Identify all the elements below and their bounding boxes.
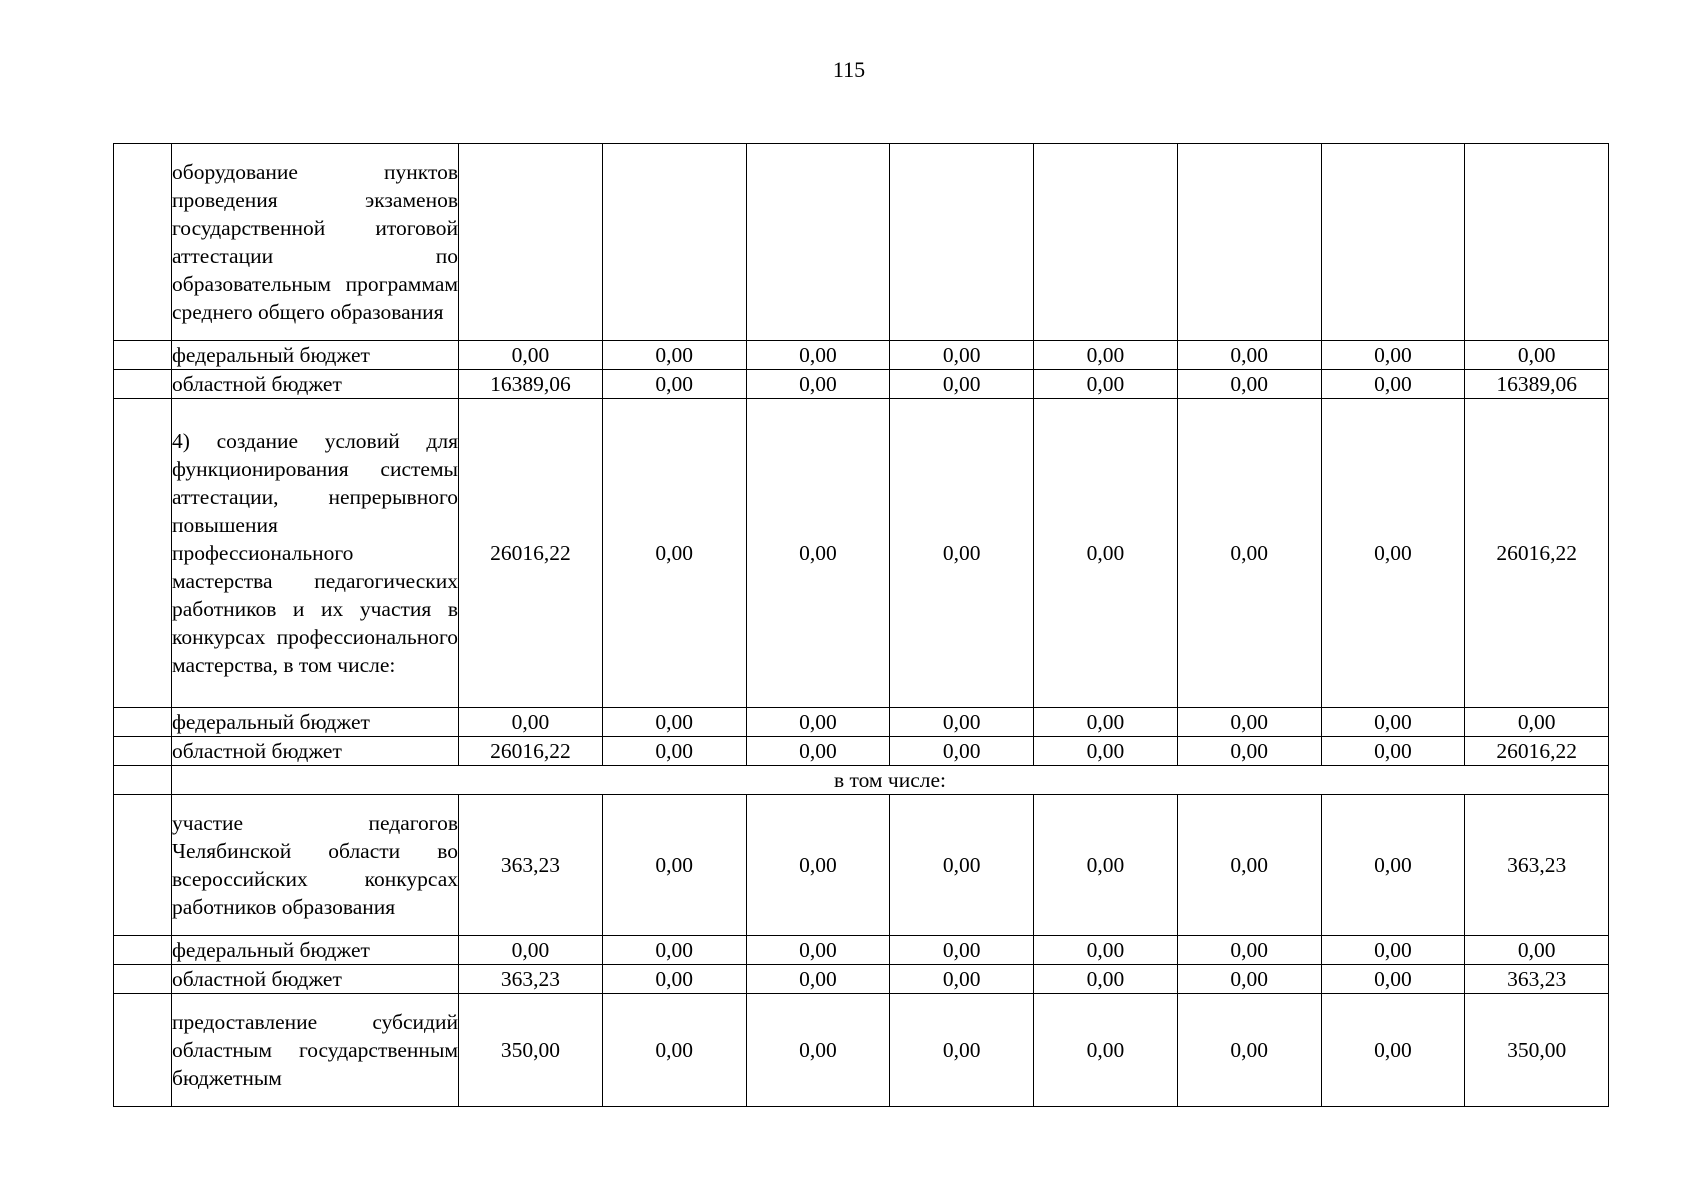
- value-cell: 363,23: [1465, 795, 1609, 936]
- value-cell: 0,00: [1321, 965, 1465, 994]
- value-cell: 0,00: [1465, 708, 1609, 737]
- value-cell: 0,00: [746, 936, 890, 965]
- value-cell: [1321, 144, 1465, 341]
- value-cell: 0,00: [602, 370, 746, 399]
- value-cell: 0,00: [1177, 965, 1321, 994]
- value-cell: 26016,22: [459, 399, 603, 708]
- item-name-cell: оборудование пунктов проведения экзаменов государственной итоговой аттестации по образовательным программам среднего общего образования: [172, 144, 459, 341]
- value-cell: 0,00: [890, 399, 1034, 708]
- value-cell: 0,00: [1034, 399, 1178, 708]
- row-number-cell: [114, 994, 172, 1107]
- value-cell: [1034, 144, 1178, 341]
- value-cell: 16389,06: [459, 370, 603, 399]
- value-cell: 0,00: [602, 795, 746, 936]
- value-cell: 0,00: [1034, 965, 1178, 994]
- value-cell: 0,00: [1034, 370, 1178, 399]
- item-name-cell: предоставление субсидий областным государственным бюджетным: [172, 994, 459, 1107]
- table-row: [114, 737, 1609, 766]
- value-cell: 0,00: [1321, 737, 1465, 766]
- table-row: [114, 708, 1609, 737]
- value-cell: 0,00: [1321, 708, 1465, 737]
- value-cell: [890, 144, 1034, 341]
- budget-source-cell: федеральный бюджет: [172, 341, 459, 370]
- value-cell: 0,00: [890, 965, 1034, 994]
- value-cell: 0,00: [746, 370, 890, 399]
- value-cell: 0,00: [602, 965, 746, 994]
- value-cell: 0,00: [1321, 936, 1465, 965]
- value-cell: 0,00: [1465, 936, 1609, 965]
- value-cell: 0,00: [1177, 399, 1321, 708]
- budget-source-cell: федеральный бюджет: [172, 708, 459, 737]
- value-cell: 363,23: [459, 965, 603, 994]
- value-cell: 16389,06: [1465, 370, 1609, 399]
- value-cell: 0,00: [602, 737, 746, 766]
- value-cell: 0,00: [1034, 994, 1178, 1107]
- row-number-cell: [114, 144, 172, 341]
- value-cell: 0,00: [602, 994, 746, 1107]
- table-row: [114, 341, 1609, 370]
- budget-table: [113, 143, 1609, 1107]
- value-cell: 0,00: [1177, 370, 1321, 399]
- value-cell: 0,00: [1177, 341, 1321, 370]
- value-cell: 0,00: [746, 994, 890, 1107]
- row-number-cell: [114, 737, 172, 766]
- value-cell: 0,00: [1034, 936, 1178, 965]
- value-cell: 0,00: [1321, 370, 1465, 399]
- value-cell: 0,00: [890, 370, 1034, 399]
- item-name-cell: участие педагогов Челябинской области во всероссийских конкурсах работников образования: [172, 795, 459, 936]
- value-cell: 0,00: [1177, 737, 1321, 766]
- table-row: [114, 144, 1609, 341]
- value-cell: 363,23: [1465, 965, 1609, 994]
- value-cell: 0,00: [459, 708, 603, 737]
- value-cell: 363,23: [459, 795, 603, 936]
- value-cell: 0,00: [602, 936, 746, 965]
- section-note: в том числе:: [172, 766, 1609, 795]
- table-row: [114, 936, 1609, 965]
- value-cell: 0,00: [746, 965, 890, 994]
- row-number-cell: [114, 965, 172, 994]
- value-cell: 0,00: [1034, 341, 1178, 370]
- value-cell: 0,00: [1034, 737, 1178, 766]
- value-cell: [1465, 144, 1609, 341]
- budget-source-cell: федеральный бюджет: [172, 936, 459, 965]
- value-cell: 0,00: [890, 994, 1034, 1107]
- value-cell: 0,00: [746, 399, 890, 708]
- row-number-cell: [114, 708, 172, 737]
- value-cell: [1177, 144, 1321, 341]
- row-number-cell: [114, 341, 172, 370]
- budget-source-cell: областной бюджет: [172, 965, 459, 994]
- table-row: [114, 766, 1609, 795]
- value-cell: 350,00: [459, 994, 603, 1107]
- value-cell: 0,00: [1465, 341, 1609, 370]
- value-cell: 0,00: [1034, 795, 1178, 936]
- table-row: [114, 994, 1609, 1107]
- value-cell: 0,00: [890, 936, 1034, 965]
- value-cell: 0,00: [1321, 399, 1465, 708]
- value-cell: 26016,22: [1465, 399, 1609, 708]
- row-number-cell: [114, 795, 172, 936]
- value-cell: 0,00: [602, 399, 746, 708]
- value-cell: [459, 144, 603, 341]
- value-cell: 350,00: [1465, 994, 1609, 1107]
- page-number: 115: [832, 57, 866, 82]
- value-cell: 26016,22: [1465, 737, 1609, 766]
- value-cell: [602, 144, 746, 341]
- value-cell: 0,00: [746, 341, 890, 370]
- value-cell: 0,00: [459, 341, 603, 370]
- value-cell: 0,00: [1177, 994, 1321, 1107]
- row-number-cell: [114, 766, 172, 795]
- budget-source-cell: областной бюджет: [172, 370, 459, 399]
- row-number-cell: [114, 936, 172, 965]
- value-cell: 0,00: [1177, 936, 1321, 965]
- value-cell: 0,00: [890, 708, 1034, 737]
- row-number-cell: [114, 399, 172, 708]
- value-cell: 0,00: [890, 737, 1034, 766]
- value-cell: 0,00: [1321, 341, 1465, 370]
- budget-source-cell: областной бюджет: [172, 737, 459, 766]
- value-cell: 0,00: [890, 795, 1034, 936]
- value-cell: 0,00: [746, 708, 890, 737]
- value-cell: 0,00: [746, 737, 890, 766]
- item-name-cell: 4) создание условий для функционирования системы аттестации, непрерывного повышения профессионального мастерства педагогических работников и их участия в конкурсах профессионального мастерства, в том числе:: [172, 399, 459, 708]
- value-cell: [746, 144, 890, 341]
- value-cell: 0,00: [890, 341, 1034, 370]
- value-cell: 0,00: [459, 936, 603, 965]
- value-cell: 0,00: [1321, 994, 1465, 1107]
- value-cell: 0,00: [602, 341, 746, 370]
- table-row: [114, 965, 1609, 994]
- table-row: [114, 399, 1609, 708]
- value-cell: 0,00: [1321, 795, 1465, 936]
- value-cell: 0,00: [1034, 708, 1178, 737]
- value-cell: 0,00: [746, 795, 890, 936]
- value-cell: 26016,22: [459, 737, 603, 766]
- value-cell: 0,00: [602, 708, 746, 737]
- table-row: [114, 370, 1609, 399]
- row-number-cell: [114, 370, 172, 399]
- value-cell: 0,00: [1177, 708, 1321, 737]
- value-cell: 0,00: [1177, 795, 1321, 936]
- table-row: [114, 795, 1609, 936]
